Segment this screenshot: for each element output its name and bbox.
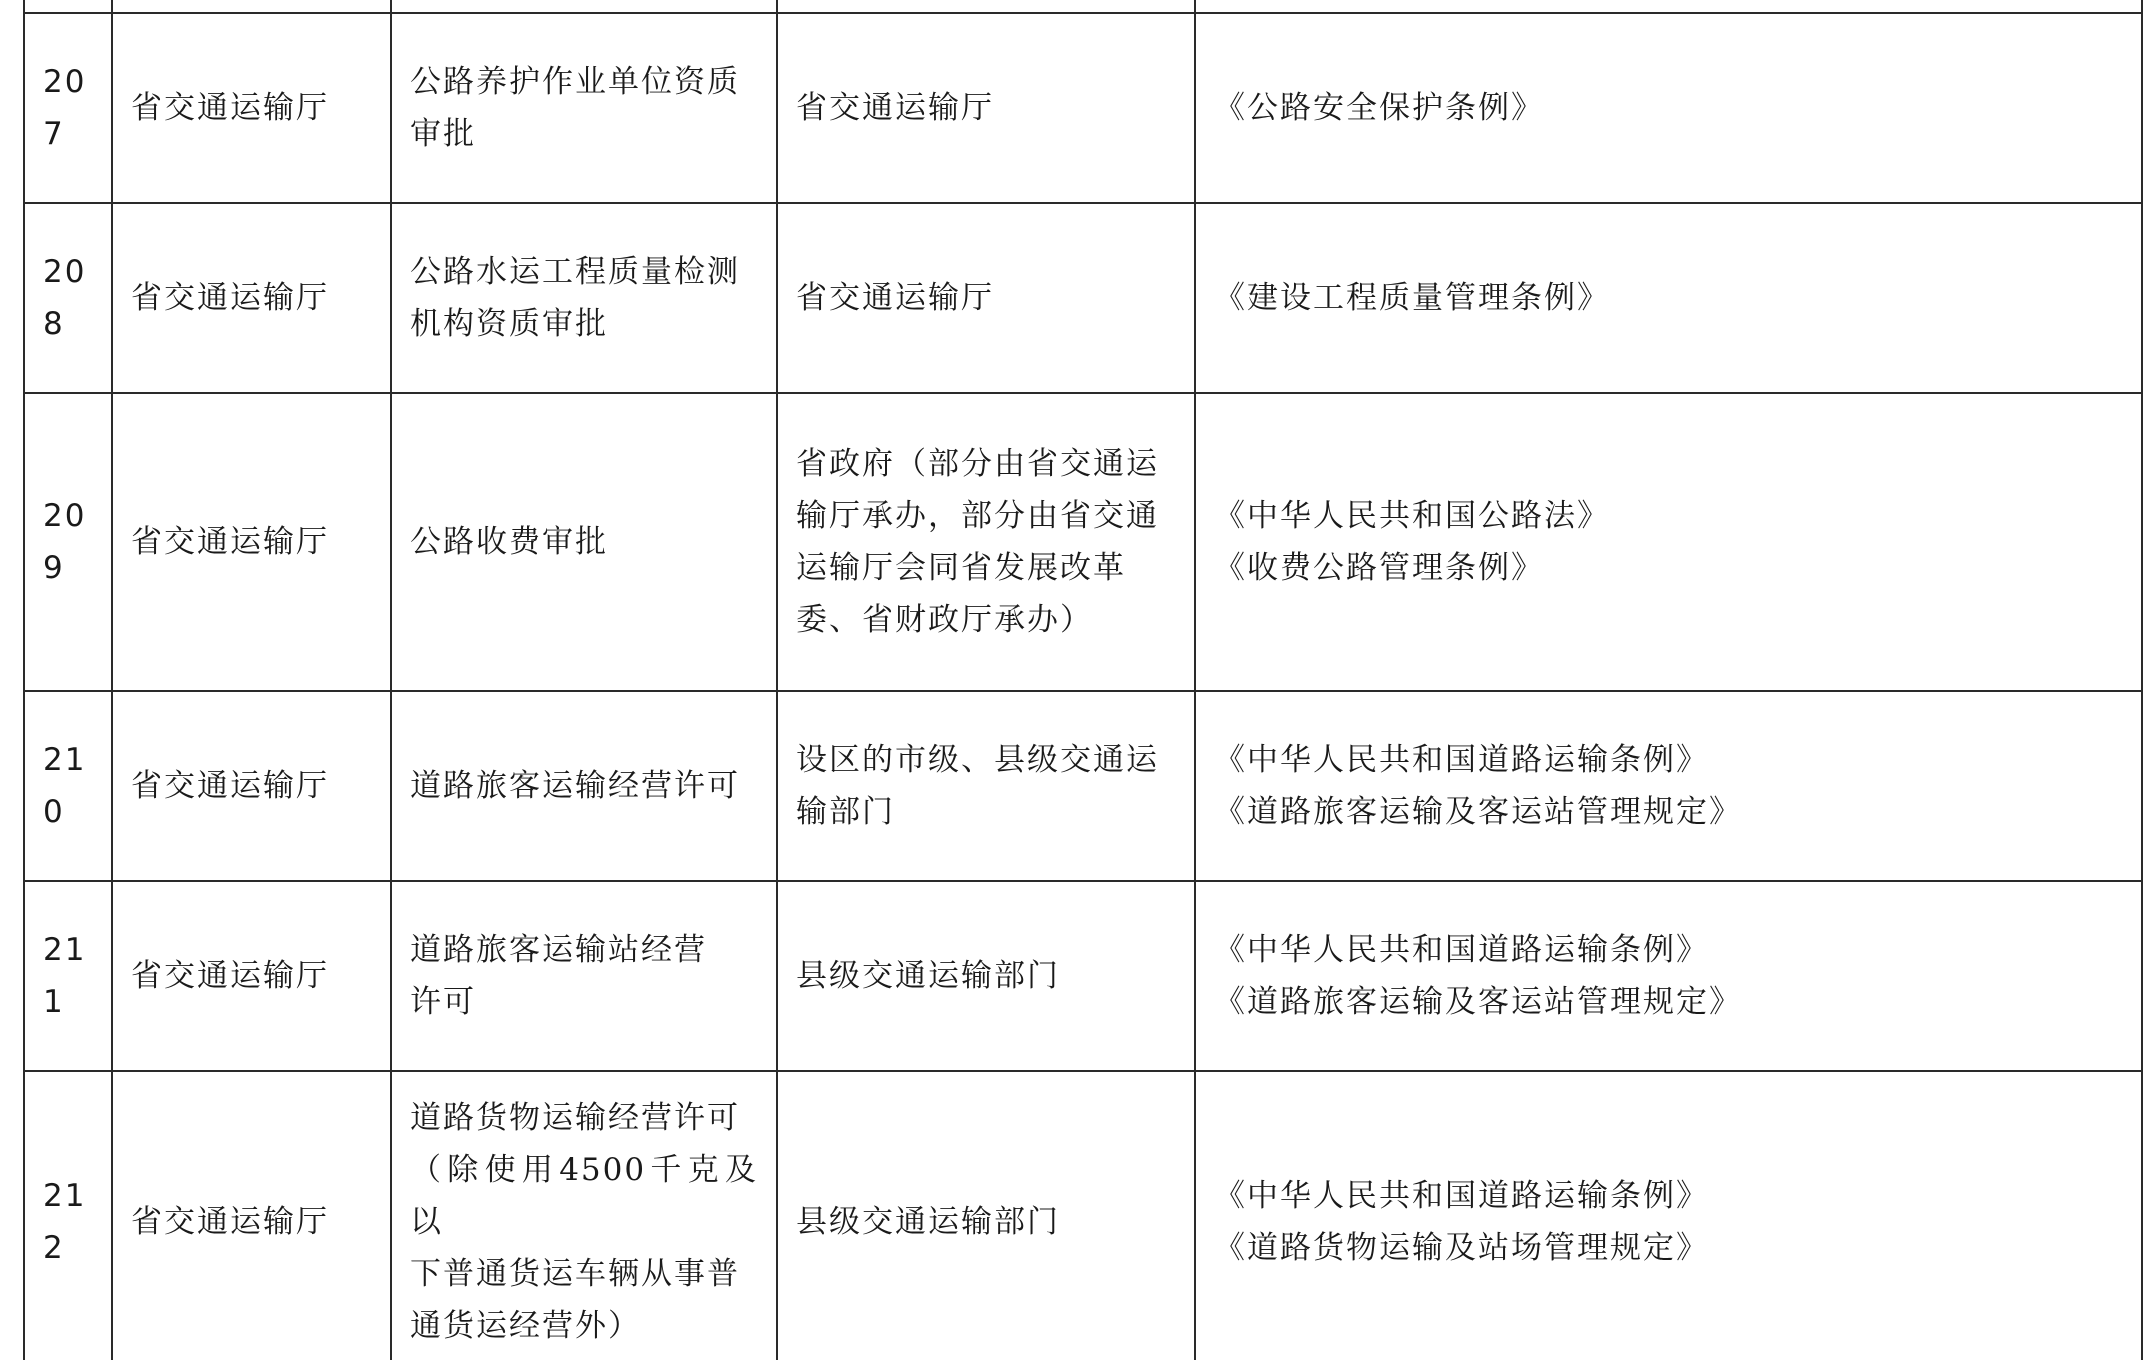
text-line: 《中华人民共和国道路运输条例》	[1214, 742, 1709, 778]
department-cell: 省交通运输厅	[112, 881, 391, 1071]
row-number: 210	[24, 691, 112, 881]
text-line: 《中华人民共和国道路运输条例》	[1214, 1178, 1709, 1214]
legal-basis-cell	[1195, 1071, 2142, 1360]
row-number: 208	[24, 203, 112, 393]
text-line: 审批	[410, 116, 476, 152]
table-row	[24, 203, 2142, 393]
approval-item-cell	[391, 13, 777, 203]
text-line: 公路水运工程质量检测	[410, 254, 740, 290]
approval-item-cell	[391, 881, 777, 1071]
implementing-body-cell	[777, 691, 1195, 881]
table-row	[24, 881, 2142, 1071]
text-line: 县级交通运输部门	[796, 1204, 1060, 1240]
table-row	[24, 691, 2142, 881]
text-line: 《道路货物运输及站场管理规定》	[1214, 1230, 1709, 1266]
text-line: 公路养护作业单位资质	[410, 64, 740, 100]
text-line: 下普通货运车辆从事普	[410, 1256, 740, 1292]
table-row	[24, 393, 2142, 691]
legal-basis-cell	[1195, 881, 2142, 1071]
text-line: 输厅承办，部分由省交通	[796, 498, 1159, 534]
text-line: 道路旅客运输经营许可	[410, 768, 740, 804]
legal-basis-cell	[1195, 691, 2142, 881]
row-number: 207	[24, 13, 112, 203]
text-line: 许可	[410, 984, 476, 1020]
text-line: 设区的市级、县级交通运	[796, 742, 1159, 778]
text-line: 公路收费审批	[410, 524, 608, 560]
implementing-body-cell	[777, 393, 1195, 691]
implementing-body-cell	[777, 881, 1195, 1071]
department-cell: 省交通运输厅	[112, 203, 391, 393]
text-line: 《收费公路管理条例》	[1214, 550, 1544, 586]
implementing-body-cell	[777, 1071, 1195, 1360]
implementing-body-cell	[777, 203, 1195, 393]
text-line: 《道路旅客运输及客运站管理规定》	[1214, 794, 1742, 830]
text-line: 委、省财政厅承办）	[796, 602, 1093, 638]
approval-item-cell	[391, 203, 777, 393]
department-cell: 省交通运输厅	[112, 1071, 391, 1360]
approval-item-cell	[391, 393, 777, 691]
text-line: （除使用4500千克及以	[410, 1152, 758, 1240]
text-line: 《公路安全保护条例》	[1214, 90, 1544, 126]
legal-basis-cell	[1195, 203, 2142, 393]
text-line: 机构资质审批	[410, 306, 608, 342]
row-number: 212	[24, 1071, 112, 1360]
table-row-previous-stub	[24, 0, 2142, 13]
department-cell: 省交通运输厅	[112, 691, 391, 881]
text-line: 《中华人民共和国公路法》	[1214, 498, 1610, 534]
text-line: 《中华人民共和国道路运输条例》	[1214, 932, 1709, 968]
text-line: 输部门	[796, 794, 895, 830]
text-line: 道路货物运输经营许可	[410, 1100, 740, 1136]
text-line: 省交通运输厅	[796, 280, 994, 316]
implementing-body-cell	[777, 13, 1195, 203]
text-line: 道路旅客运输站经营	[410, 932, 707, 968]
table-row	[24, 13, 2142, 203]
row-number: 209	[24, 393, 112, 691]
legal-basis-cell	[1195, 13, 2142, 203]
approval-item-cell	[391, 1071, 777, 1360]
department-cell: 省交通运输厅	[112, 393, 391, 691]
approval-items-table	[23, 0, 2143, 1360]
text-line: 《道路旅客运输及客运站管理规定》	[1214, 984, 1742, 1020]
table-row	[24, 1071, 2142, 1360]
approval-item-cell	[391, 691, 777, 881]
text-line: 《建设工程质量管理条例》	[1214, 280, 1610, 316]
text-line: 县级交通运输部门	[796, 958, 1060, 994]
text-line: 省政府（部分由省交通运	[796, 446, 1159, 482]
text-line: 通货运经营外）	[410, 1308, 641, 1344]
text-line: 省交通运输厅	[796, 90, 994, 126]
row-number: 211	[24, 881, 112, 1071]
legal-basis-cell	[1195, 393, 2142, 691]
text-line: 运输厅会同省发展改革	[796, 550, 1126, 586]
department-cell: 省交通运输厅	[112, 13, 391, 203]
